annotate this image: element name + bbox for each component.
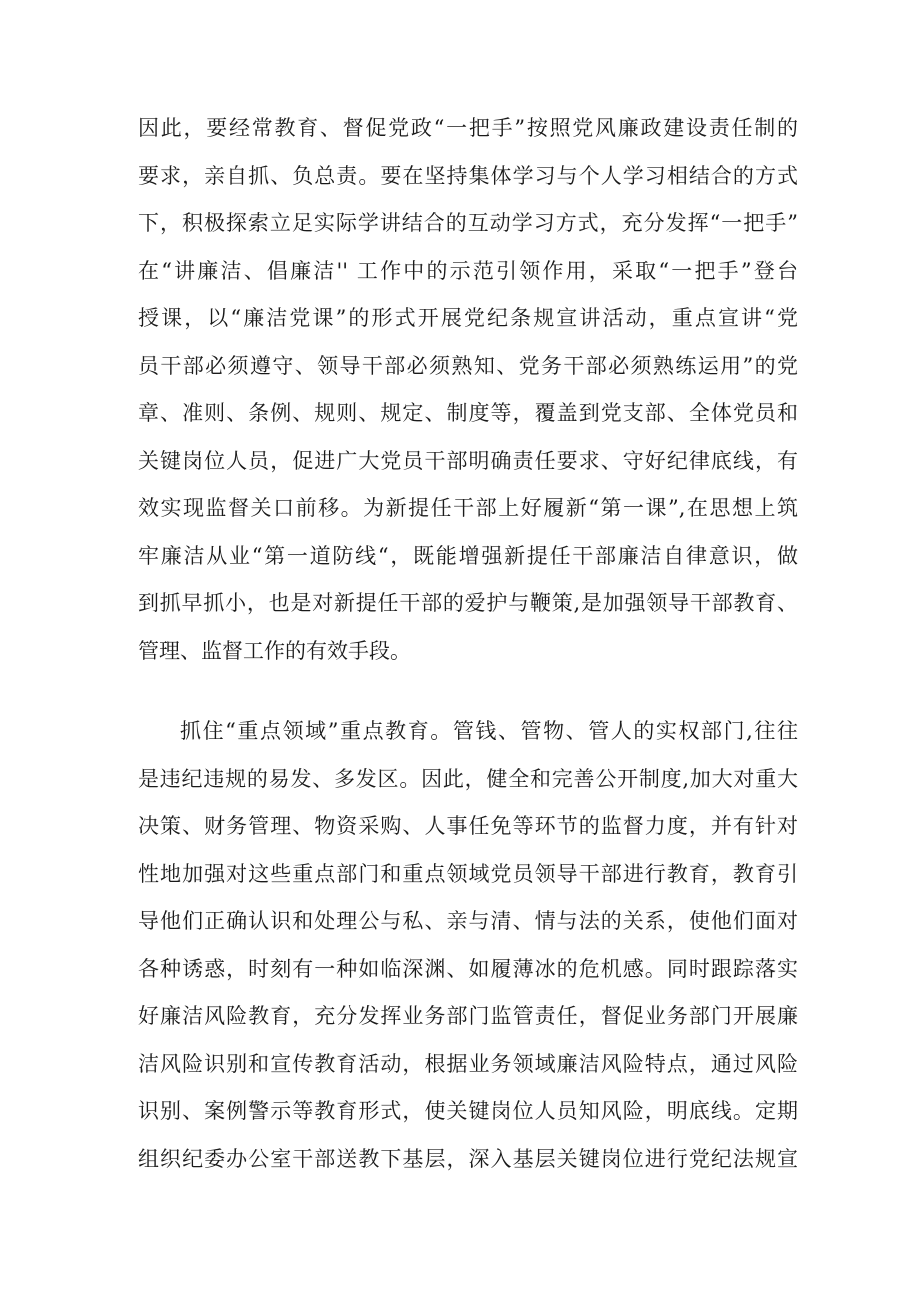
paragraph-1-line-9: 效实现监督关口前移。为新提任干部上好履新“第一课”,在思想上筑 xyxy=(138,496,798,520)
paragraph-2-line-4: 性地加强对这些重点部门和重点领域党员领导干部进行教育，教育引 xyxy=(138,862,798,886)
paragraph-2-line-10: 组织纪委办公室干部送教下基层，深入基层关键岗位进行党纪法规宣 xyxy=(138,1147,798,1171)
paragraph-1-line-8: 关键岗位人员，促进广大党员干部明确责任要求、守好纪律底线，有 xyxy=(138,449,798,473)
paragraph-2-line-7: 好廉洁风险教育，充分发挥业务部门监管责任，督促业务部门开展廉 xyxy=(138,1004,798,1028)
paragraph-2-line-3: 决策、财务管理、物资采购、人事任免等环节的监督力度，并有针对 xyxy=(138,814,798,838)
paragraph-2-line-8: 洁风险识别和宣传教育活动，根据业务领域廉洁风险特点，通过风险 xyxy=(138,1052,798,1076)
paragraph-2-line-1: 抓住“重点领域”重点教育。管钱、管物、管人的实权部门,往往 xyxy=(180,719,798,743)
paragraph-2-line-2: 是违纪违规的易发、多发区。因此，健全和完善公开制度,加大对重大 xyxy=(138,767,798,791)
paragraph-2-line-9: 识别、案例警示等教育形式，使关键岗位人员知风险，明底线。定期 xyxy=(138,1099,798,1123)
paragraph-1-line-12: 管理、监督工作的有效手段。 xyxy=(138,639,411,663)
paragraph-1-line-4: 在“讲廉洁、倡廉洁'' 工作中的示范引领作用，采取“一把手”登台 xyxy=(138,259,798,283)
paragraph-1-line-5: 授课，以“廉洁党课”的形式开展党纪条规宣讲活动，重点宣讲“党 xyxy=(138,306,798,330)
paragraph-1-line-7: 章、准则、条例、规则、规定、制度等，覆盖到党支部、全体党员和 xyxy=(138,401,798,425)
paragraph-1-line-11: 到抓早抓小，也是对新提任干部的爱护与鞭策,是加强领导干部教育、 xyxy=(138,591,798,615)
paragraph-1-line-10: 牢廉洁从业“第一道防线“，既能增强新提任干部廉洁自律意识，做 xyxy=(138,544,798,568)
paragraph-2-line-6: 各种诱惑，时刻有一种如临深渊、如履薄冰的危机感。同时跟踪落实 xyxy=(138,957,798,981)
paragraph-1-line-2: 要求，亲自抓、负总责。要在坚持集体学习与个人学习相结合的方式 xyxy=(138,164,798,188)
paragraph-1-line-3: 下，积极探索立足实际学讲结合的互动学习方式，充分发挥“一把手” xyxy=(138,211,798,235)
paragraph-1-line-6: 员干部必须遵守、领导干部必须熟知、党务干部必须熟练运用”的党 xyxy=(138,354,798,378)
paragraph-2-line-5: 导他们正确认识和处理公与私、亲与清、情与法的关系，使他们面对 xyxy=(138,909,798,933)
paragraph-1-line-1: 因此，要经常教育、督促党政“一把手”按照党风廉政建设责任制的 xyxy=(138,116,798,140)
